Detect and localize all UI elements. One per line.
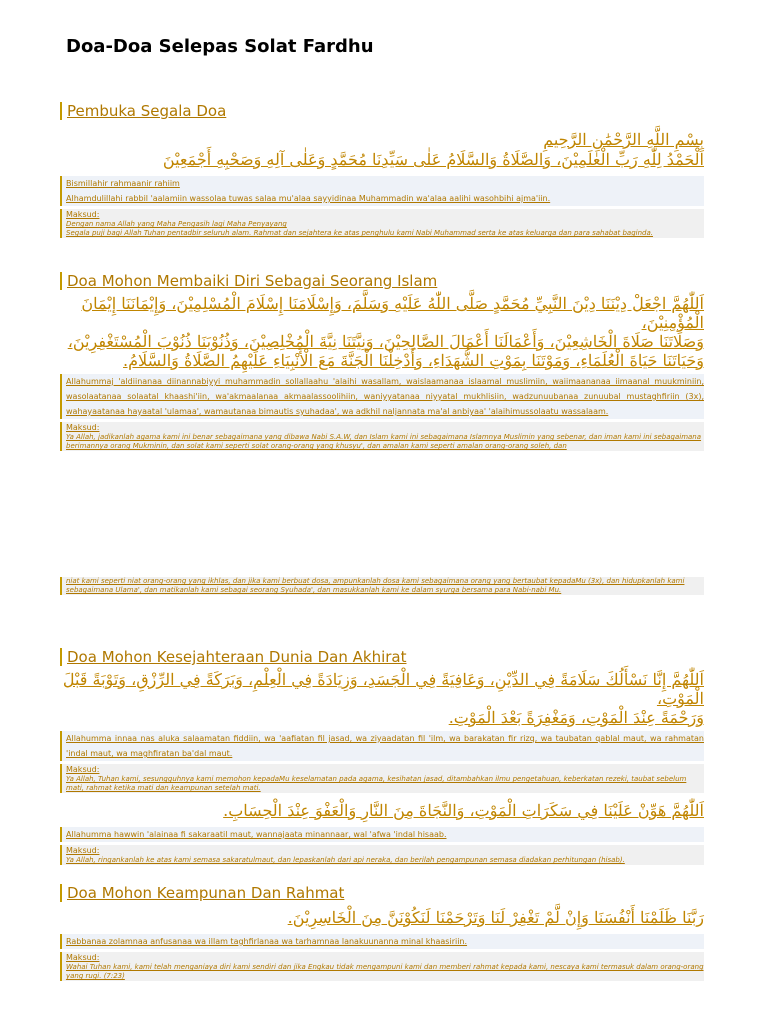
translit-line[interactable]: Rabbanaa zolamnaa anfusanaa wa illam taghfirlanaa wa tarhamnaa lanakuunanna minal khaasiriin. (66, 937, 468, 946)
transliteration[interactable] (60, 827, 704, 842)
maksud-line[interactable]: Dengan nama Allah yang Maha Pengasih lagi Maha Penyayang (66, 220, 287, 228)
arabic-line[interactable]: اَللّٰهُمَّ هَوِّنْ عَلَيْنَا فِي سَكَرَاتِ الْمَوْتِ، وَالنَّجَاةَ مِنَ النَّارِ وَالْعَفْوَ عِنْدَ الْحِسَابِ. (223, 801, 704, 820)
maksud-label[interactable]: Maksud: (66, 846, 100, 855)
section-title[interactable]: Doa Mohon Keampunan Dan Rahmat (60, 884, 704, 902)
arabic-line[interactable]: بِسْمِ اللَّهِ الرَّحْمَٰنِ الرَّحِيمِ (543, 130, 704, 149)
section-kesejahteraan (60, 648, 704, 865)
arabic-line[interactable]: وَصَلَاتَنَا صَلَاةَ الْخَاشِعِيْنَ، وَأَعْمَالَنَا أَعْمَالَ الصَّالِحِيْنَ، وَنِيَّتَنَا نِيَّةَ الْمُخْلِصِيْنَ، وَذُنُوْبَنَا ذُنُوْبَ الْمُسْتَغْفِرِيْنَ، (67, 332, 704, 351)
section-pembuka-segala-doa (60, 102, 704, 238)
maksud-line[interactable]: Wahai Tuhan kami, kami telah menganiaya diri kami sendiri dan jika Engkau tidak mengampuni kami dan memberi rahmat kepada kami, nescaya kami termasuk dalam orang-orang yang rugi. (7:23) (66, 963, 704, 980)
maksud-line[interactable]: Segala puji bagi Allah Tuhan pentadbir seluruh alam. Rahmat dan sejahtera ke atas penghulu kami Nabi Muhammad serta ke atas keluarga dan para sahabat baginda. (66, 229, 653, 237)
translit-line[interactable]: Bismillahir rahmaanir rahiim (66, 179, 180, 188)
maksud-line[interactable]: Ya Allah, ringankanlah ke atas kami semasa sakaratulmaut, dan lepaskanlah dari api neraka, dan berilah pengampunan semasa diadakan perhitungan (hisab). (66, 856, 625, 864)
page-title: Doa-Doa Selepas Solat Fardhu (66, 36, 374, 57)
maksud-text[interactable] (66, 220, 704, 238)
maksud-text[interactable] (66, 963, 704, 981)
maksud-text[interactable] (66, 856, 704, 865)
maksud-line[interactable]: niat kami seperti niat orang-orang yang ikhlas, dan jika kami berbuat dosa, ampunkanlah dosa kami sebagaimana orang yang bertaubat kepadaMu (3x), dan hidupkanlah kami sebagaimana Ulama', dan matikanlah kami sebagai seorang Syuhada', dan masukkanlah kami ke dalam syurga bersama para Nabi-nabi Mu. (66, 577, 685, 594)
section-keampunan-rahmat (60, 884, 704, 981)
arabic-text[interactable] (60, 801, 704, 821)
transliteration[interactable] (60, 731, 704, 761)
arabic-line[interactable]: وَرَحْمَةً عِنْدَ الْمَوْتِ، وَمَغْفِرَةً بَعْدَ الْمَوْتِ. (448, 708, 704, 727)
maksud-box (60, 422, 704, 451)
maksud-text[interactable] (66, 433, 704, 451)
section-membaiki-diri (60, 272, 704, 451)
maksud-box (60, 845, 704, 865)
arabic-text[interactable] (60, 130, 704, 170)
arabic-line[interactable]: اَلْحَمْدُ لِلّٰهِ رَبِّ الْعٰلَمِيْنَ، وَالصَّلَاةُ وَالسَّلَامُ عَلٰى سَيِّدِنَا مُحَمَّدٍ وَعَلٰى آلِهِ وَصَحْبِهِ أَجْمَعِيْنَ (162, 150, 704, 169)
maksud-label[interactable]: Maksud: (66, 210, 100, 219)
maksud-text[interactable] (66, 577, 704, 595)
maksud-line[interactable]: Ya Allah, jadikanlah agama kami ini benar sebagaimana yang dibawa Nabi S.A.W, dan Islam kami ini sebagaimana Islamnya Muslimin yang sebenar, dan iman kami ini sebagaimana berimannya orang Mukminin, dan solat kami seperti solat orang-orang yang khusyu', dan amalan kami seperti amalan orang-orang soleh, dan (66, 433, 702, 450)
translit-line[interactable]: Allahumma innaa nas aluka salaamatan fiddiin, wa 'aafiatan fil jasad, wa ziyaadatan fil 'ilm, wa barakatan fir rizq, wa taubatan qablal maut, wa rahmatan 'indal maut, wa maghfiratan ba'dal maut. (66, 734, 704, 758)
maksud-text[interactable] (66, 775, 704, 793)
maksud-label[interactable]: Maksud: (66, 953, 100, 962)
transliteration[interactable] (60, 934, 704, 949)
arabic-text[interactable] (60, 670, 704, 727)
arabic-line[interactable]: وَحَيَاتَنَا حَيَاةَ الْعُلَمَاءِ، وَمَوْتَنَا بِمَوْتِ الشُّهَدَاءِ، وَأَدْخِلْنَا الْجَنَّةَ مَعَ الْأَنْبِيَاءِ عَلَيْهِمُ الصَّلَاةُ وَالسَّلَامُ. (123, 351, 704, 370)
section-title[interactable]: Doa Mohon Membaiki Diri Sebagai Seorang Islam (60, 272, 704, 290)
transliteration[interactable] (60, 176, 704, 206)
maksud-line[interactable]: Ya Allah, Tuhan kami, sesungguhnya kami memohon kepadaMu keselamatan pada agama, kesihatan jasad, ditambahkan ilmu pengetahuan, keberkatan rezeki, taubat sebelum mati, rahmat ketika mati dan keampunan setelah mati. (66, 775, 687, 792)
maksud-label[interactable]: Maksud: (66, 423, 100, 432)
transliteration[interactable] (60, 374, 704, 419)
translit-line[interactable]: Allahumma hawwin 'alainaa fi sakaraatil maut, wannajaata minannaar, wal 'afwa 'indal hisaab. (66, 830, 447, 839)
arabic-line[interactable]: رَبَّنَا ظَلَمْنَا أَنْفُسَنَا وَإِنْ لَّمْ تَغْفِرْ لَنَا وَتَرْحَمْنَا لَنَكُوْنَنَّ مِنَ الْخَاسِرِيْنَ. (287, 908, 704, 927)
section-title[interactable]: Pembuka Segala Doa (60, 102, 704, 120)
translit-line[interactable]: Allahummaj 'aldiinanaa diinannabiyyi muhammadin sollallaahu 'alaihi wasallam, waislaamanaa islaamal muslimiin, waiimaananaa iimaanal muukminiin, wasolaatanaa solaatal khaashi'iin, wa'akmaalanaa akmaalassoolihiin, waniyyatanaa niyyatal mukhlisiin, wadzunuubanaa zunuubal mustaghfiriin (3x), wahayaatanaa hayaatal 'ulamaa', wamautanaa bimautis syuhadaa', wa adkhil naljannata ma'al anbiyaa' 'alaihimussolaatu wassalaam. (66, 377, 704, 416)
arabic-text[interactable] (60, 294, 704, 370)
maksud-box (60, 952, 704, 981)
maksud-box (60, 209, 704, 238)
arabic-line[interactable]: اَللّٰهُمَّ اجْعَلْ دِيْنَنَا دِيْنَ النَّبِيِّ مُحَمَّدٍ صَلَّى اللّٰهُ عَلَيْهِ وَسَلَّمَ، وَإِسْلَامَنَا إِسْلَامَ الْمُسْلِمِيْنَ، وَإِيْمَانَنَا إِيْمَانَ الْمُؤْمِنِيْنَ، (81, 294, 704, 332)
section-membaiki-diri-continued (60, 574, 704, 595)
maksud-box (60, 764, 704, 793)
arabic-text[interactable] (60, 908, 704, 928)
translit-line[interactable]: Alhamdulillahi rabbil 'aalamiin wassolaa tuwas salaa mu'alaa sayyidinaa Muhammadin wa'alaa aalihi wasohbihi ajma'iin. (66, 194, 551, 203)
arabic-line[interactable]: اَللّٰهُمَّ إِنَّا نَسْأَلُكَ سَلَامَةً فِي الدِّيْنِ، وَعَافِيَةً فِي الْجَسَدِ، وَزِيَادَةً فِي الْعِلْمِ، وَبَرَكَةً فِي الرِّزْقِ، وَتَوْبَةً قَبْلَ الْمَوْتِ، (62, 670, 704, 708)
maksud-label[interactable]: Maksud: (66, 765, 100, 774)
maksud-box (60, 577, 704, 595)
section-title[interactable]: Doa Mohon Kesejahteraan Dunia Dan Akhirat (60, 648, 704, 666)
